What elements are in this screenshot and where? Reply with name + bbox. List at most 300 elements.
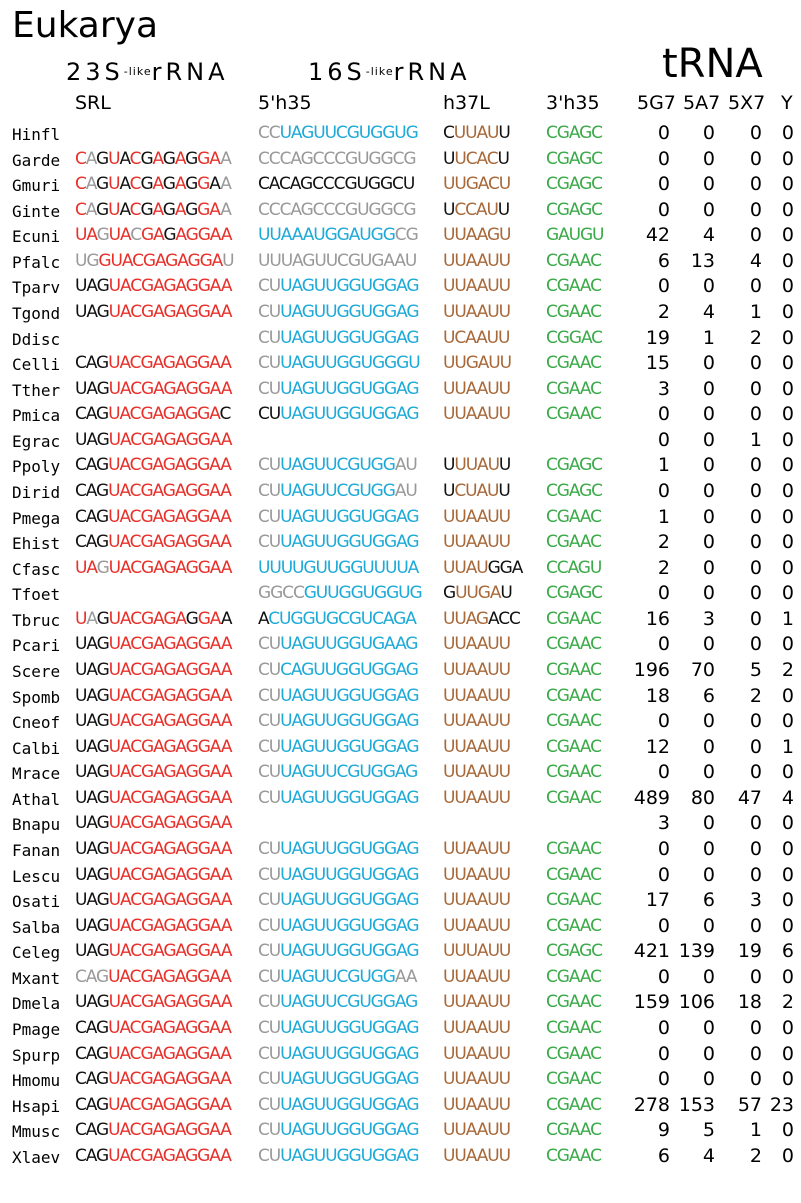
h35-5-sequence: ACUGGUGCGUCAGA: [258, 608, 416, 629]
count-y: 0: [781, 837, 794, 860]
count-5x7: 0: [749, 122, 762, 144]
h35-3-sequence: CGAGC: [546, 455, 602, 476]
count-5g7: 15: [645, 352, 670, 375]
count-5x7: 0: [749, 1068, 762, 1091]
h37l-sequence: UUAAUU: [443, 634, 510, 655]
count-y: 0: [781, 403, 794, 426]
count-5a7: 0: [702, 735, 715, 758]
count-5x7: 2: [749, 1144, 762, 1167]
count-y: 0: [781, 684, 794, 707]
count-5x7: 57: [737, 1093, 762, 1116]
h37l-sequence: UCUAUU: [443, 480, 510, 501]
count-y: 0: [781, 122, 794, 144]
table-row: [0, 146, 801, 172]
count-y: 2: [781, 991, 794, 1014]
srl-sequence: CAGUACGAGAGGAA: [75, 353, 231, 374]
h35-3-sequence: CGAAC: [546, 1017, 601, 1038]
h37l-sequence: UUAAUU: [443, 506, 510, 527]
h37l-sequence: UUGACU: [443, 174, 511, 195]
group-23s-label: 23S: [66, 58, 124, 86]
srl-sequence: UAGUACGAGAGGAA: [75, 608, 232, 629]
h35-5-sequence: CUUAGUUGGUGGAG: [258, 711, 419, 732]
species-name: Hmomu: [12, 1071, 61, 1091]
count-5g7: 0: [657, 863, 670, 886]
count-5a7: 0: [702, 556, 715, 579]
count-5x7: 4: [749, 249, 762, 272]
h35-3-sequence: CGAAC: [546, 353, 601, 374]
table-row: [0, 325, 801, 351]
count-5g7: 0: [657, 914, 670, 937]
count-5x7: 2: [749, 684, 762, 707]
count-y: 23: [769, 1093, 794, 1116]
table-row: [0, 478, 801, 504]
species-name: Athal: [12, 789, 61, 809]
table-row: [0, 606, 801, 632]
h35-3-sequence: CGAAC: [546, 634, 601, 655]
count-y: 0: [781, 147, 794, 170]
h35-5-sequence: CCUAGUUCGUGGUG: [258, 123, 418, 143]
count-5x7: 0: [749, 479, 762, 502]
srl-sequence: UAGUACGAGAGGAA: [75, 659, 232, 680]
count-y: 6: [781, 940, 794, 963]
h35-5-sequence: CUUAGUUGGUGGAG: [258, 301, 419, 322]
h35-5-sequence: CUUAGUUGGUGGAG: [258, 890, 419, 911]
count-5g7: 278: [633, 1093, 670, 1116]
species-name: Spurp: [12, 1045, 61, 1065]
count-5a7: 5: [702, 1119, 715, 1142]
table-row: [0, 683, 801, 709]
count-y: 0: [781, 965, 794, 988]
h37l-sequence: UUAAUU: [443, 378, 510, 399]
table-row: [0, 350, 801, 376]
h37l-sequence: UUAAUU: [443, 659, 510, 680]
h35-3-sequence: CGAAC: [546, 787, 601, 808]
table-row: [0, 120, 801, 146]
h37l-sequence: GUUGAU: [443, 583, 512, 604]
h35-3-sequence: CCAGU: [546, 557, 602, 578]
count-5g7: 0: [657, 837, 670, 860]
count-5a7: 0: [702, 582, 715, 605]
col-header-5h35: 5'h35: [258, 92, 312, 114]
count-y: 0: [781, 710, 794, 733]
count-5a7: 0: [702, 1068, 715, 1091]
species-name: Cfasc: [12, 559, 61, 579]
h35-5-sequence: CACAGCCCGUGGCU: [258, 174, 415, 195]
table-row: [0, 504, 801, 530]
srl-sequence: UAGUACGAGAGGAA: [75, 711, 232, 732]
count-5a7: 139: [678, 940, 715, 963]
h37l-sequence: UUAAUU: [443, 276, 510, 297]
srl-sequence: CAGUACGAGAGGAA: [75, 1043, 231, 1064]
count-5g7: 0: [657, 479, 670, 502]
count-y: 0: [781, 531, 794, 554]
srl-sequence: UAGUACGAGAGGAA: [75, 276, 232, 297]
species-name: Garde: [12, 150, 61, 170]
count-5g7: 0: [657, 633, 670, 656]
h35-5-sequence: CUUAGUUGGUGGAG: [258, 327, 419, 348]
species-name: Cneof: [12, 713, 61, 733]
h35-3-sequence: CGAAC: [546, 890, 601, 911]
srl-sequence: UAGUACGAGAGGAA: [75, 634, 232, 655]
h35-5-sequence: CUUAGUUGGUGGGU: [258, 353, 420, 374]
h37l-sequence: UUAAUU: [443, 1145, 510, 1166]
count-5x7: 0: [749, 377, 762, 400]
count-5a7: 0: [702, 633, 715, 656]
h37l-sequence: UCAAUU: [443, 327, 510, 348]
count-5x7: 0: [749, 1042, 762, 1065]
count-5g7: 0: [657, 173, 670, 196]
table-row: [0, 785, 801, 811]
table-row: [0, 555, 801, 581]
species-name: Tbruc: [12, 610, 61, 630]
h37l-sequence: UUAAUU: [443, 966, 510, 987]
h35-3-sequence: CGAAC: [546, 864, 601, 885]
count-5g7: 0: [657, 403, 670, 426]
species-name: Pcari: [12, 636, 61, 656]
count-5g7: 18: [645, 684, 670, 707]
species-name: Tther: [12, 380, 61, 400]
count-5x7: 0: [749, 403, 762, 426]
table-row: [0, 529, 801, 555]
count-5g7: 0: [657, 428, 670, 451]
h35-5-sequence: CUUAGUUGGUGGAG: [258, 1120, 419, 1141]
page-title: Eukarya: [12, 5, 159, 46]
table-row: [0, 171, 801, 197]
count-5g7: 6: [657, 249, 670, 272]
count-5a7: 0: [702, 377, 715, 400]
table-row: [0, 1092, 801, 1118]
count-5g7: 2: [657, 556, 670, 579]
count-5x7: 0: [749, 837, 762, 860]
count-y: 0: [781, 582, 794, 605]
count-y: 0: [781, 1016, 794, 1039]
species-name: Celli: [12, 355, 61, 375]
srl-sequence: UAGUACGAGAGGAA: [75, 890, 232, 911]
h35-5-sequence: CUCAGUUGGUGGAG: [258, 659, 418, 680]
count-y: 0: [781, 428, 794, 451]
table-row: [0, 1143, 801, 1169]
group-header-trna: tRNA: [662, 41, 763, 87]
srl-sequence: UAGUACGAGAGGAA: [75, 787, 232, 808]
count-5x7: 0: [749, 710, 762, 733]
table-row: [0, 657, 801, 683]
count-5a7: 6: [702, 684, 715, 707]
h35-3-sequence: CGAAC: [546, 736, 601, 757]
table-row: [0, 708, 801, 734]
count-y: 0: [781, 1119, 794, 1142]
h35-5-sequence: CUUAGUUGGUGGAG: [258, 276, 419, 297]
table-row: [0, 938, 801, 964]
count-y: 4: [781, 786, 794, 809]
species-name: Fanan: [12, 840, 61, 860]
count-5a7: 0: [702, 1016, 715, 1039]
count-5x7: 0: [749, 735, 762, 758]
count-5g7: 489: [633, 786, 670, 809]
count-5a7: 0: [702, 352, 715, 375]
count-5a7: 0: [702, 531, 715, 554]
col-header-3h35: 3'h35: [546, 92, 600, 114]
h35-3-sequence: CGAGC: [546, 174, 602, 195]
h35-5-sequence: CCCAGCCCGUGGCG: [258, 148, 416, 169]
srl-sequence: UAGUACGAGAGGAA: [75, 941, 232, 962]
count-y: 0: [781, 377, 794, 400]
table-row: [0, 299, 801, 325]
srl-sequence: CAGUACGAGAGGAA: [75, 1120, 231, 1141]
h37l-sequence: UUAAUU: [443, 250, 510, 271]
h35-5-sequence: CUUAGUUGGUGGAG: [258, 506, 419, 527]
count-5x7: 0: [749, 965, 762, 988]
count-y: 0: [781, 863, 794, 886]
count-5x7: 0: [749, 863, 762, 886]
species-name: Pmega: [12, 508, 61, 528]
count-y: 0: [781, 505, 794, 528]
table-row: [0, 580, 801, 606]
group-16s-suffix: -like: [365, 65, 394, 78]
table-row: [0, 887, 801, 913]
count-5g7: 0: [657, 761, 670, 784]
species-name: Dmela: [12, 994, 61, 1014]
count-5g7: 0: [657, 965, 670, 988]
group-header-16s: [308, 56, 471, 88]
table-row: [0, 1117, 801, 1143]
species-name: Ehist: [12, 534, 61, 554]
h37l-sequence: UUAGACC: [443, 608, 520, 629]
table-row: [0, 734, 801, 760]
count-y: 0: [781, 249, 794, 272]
srl-sequence: CAGUACGAGAGGAA: [75, 1145, 231, 1166]
srl-sequence: CAGUACGAGAGGAC: [75, 404, 231, 425]
h37l-sequence: UUAAUU: [443, 404, 510, 425]
species-name: Ecuni: [12, 227, 61, 247]
h35-3-sequence: CGAAC: [546, 915, 601, 936]
count-5x7: 3: [749, 889, 762, 912]
table-row: [0, 964, 801, 990]
h37l-sequence: UUAAUU: [443, 711, 510, 732]
count-5a7: 0: [702, 863, 715, 886]
count-5x7: 19: [737, 940, 762, 963]
count-y: 0: [781, 1144, 794, 1167]
h37l-sequence: UUGAUU: [443, 353, 511, 374]
h35-3-sequence: CGAAC: [546, 532, 601, 553]
species-name: Tgond: [12, 303, 61, 323]
h35-5-sequence: CUUAGUUGGUGGAG: [258, 1017, 419, 1038]
species-name: Spomb: [12, 687, 61, 707]
count-y: 0: [781, 889, 794, 912]
count-5g7: 1: [657, 505, 670, 528]
table-row: [0, 273, 801, 299]
table-row: [0, 631, 801, 657]
h37l-sequence: UUAAUU: [443, 736, 510, 757]
h35-3-sequence: CGAAC: [546, 966, 601, 987]
h35-5-sequence: CUUAGUUGGUGAAG: [258, 634, 418, 655]
table-row: [0, 197, 801, 223]
h35-5-sequence: CUUAGUUCGUGGAU: [258, 455, 417, 476]
h35-5-sequence: GGCCGUUGGUGGUG: [258, 583, 422, 604]
count-5x7: 0: [749, 914, 762, 937]
count-5x7: 0: [749, 1016, 762, 1039]
species-name: Scere: [12, 661, 61, 681]
count-5x7: 0: [749, 147, 762, 170]
h35-3-sequence: CGAGC: [546, 123, 602, 143]
count-5g7: 2: [657, 300, 670, 323]
h37l-sequence: UUAAUU: [443, 915, 510, 936]
table-row: [0, 862, 801, 888]
count-5x7: 0: [749, 607, 762, 630]
srl-sequence: UAGUACGAGAGGAA: [75, 864, 232, 885]
count-5x7: 47: [737, 786, 762, 809]
h35-5-sequence: CUUAGUUCGUGGAG: [258, 992, 418, 1013]
h35-3-sequence: CGAGC: [546, 583, 602, 604]
count-5a7: 0: [702, 710, 715, 733]
count-5a7: 106: [678, 991, 715, 1014]
count-y: 0: [781, 1042, 794, 1065]
count-5x7: 0: [749, 812, 762, 835]
count-5x7: 0: [749, 582, 762, 605]
srl-sequence: UAGUACGAGAGGAA: [75, 813, 232, 834]
species-name: Xlaev: [12, 1147, 61, 1167]
h37l-sequence: UUAAUU: [443, 1017, 510, 1038]
species-name: Dirid: [12, 482, 61, 502]
h35-3-sequence: CGAGC: [546, 148, 602, 169]
count-5x7: 18: [737, 991, 762, 1014]
count-5a7: 1: [702, 326, 715, 349]
count-5a7: 0: [702, 403, 715, 426]
count-5g7: 3: [657, 812, 670, 835]
h35-3-sequence: CGAAC: [546, 608, 601, 629]
h35-3-sequence: CGGAC: [546, 327, 602, 348]
h35-5-sequence: CUUAGUUGGUGGAG: [258, 838, 419, 859]
table-row: [0, 836, 801, 862]
count-5a7: 0: [702, 198, 715, 221]
species-name: Tparv: [12, 278, 61, 298]
col-header-h37l: h37L: [443, 92, 490, 114]
count-y: 0: [781, 914, 794, 937]
srl-sequence: CAGUACGAGAGGAA: [75, 532, 231, 553]
count-5a7: 4: [702, 300, 715, 323]
h37l-sequence: UUAAUU: [443, 838, 510, 859]
count-y: 0: [781, 454, 794, 477]
table-row: [0, 427, 801, 453]
species-name: Hinfl: [12, 125, 61, 144]
h37l-sequence: UUAAUU: [443, 864, 510, 885]
h35-3-sequence: CGAAC: [546, 711, 601, 732]
h35-3-sequence: CGAAC: [546, 1069, 601, 1090]
srl-sequence: UAGUACGAGAGGAA: [75, 429, 232, 450]
h35-5-sequence: UUUUGUUGGUUUUA: [258, 557, 419, 578]
count-y: 0: [781, 352, 794, 375]
species-name: Lescu: [12, 866, 61, 886]
count-y: 0: [781, 1068, 794, 1091]
count-5a7: 4: [702, 224, 715, 247]
srl-sequence: UGGUACGAGAGGAU: [75, 250, 234, 271]
count-y: 0: [781, 300, 794, 323]
srl-sequence: CAGUACGAGAGGAA: [75, 1017, 231, 1038]
h35-5-sequence: CUUAGUUGGUGGAG: [258, 1043, 419, 1064]
count-5x7: 0: [749, 173, 762, 196]
h35-5-sequence: UUAAAUGGAUGGCG: [258, 225, 418, 246]
h35-5-sequence: CUUAGUUGGUGGAG: [258, 532, 419, 553]
h35-5-sequence: UUUAGUUCGUGAAU: [258, 250, 417, 271]
h37l-sequence: UUAUGGA: [443, 557, 523, 578]
count-5g7: 17: [645, 889, 670, 912]
count-y: 0: [781, 326, 794, 349]
count-5x7: 0: [749, 505, 762, 528]
count-5g7: 1: [657, 454, 670, 477]
species-name: Pmica: [12, 406, 61, 426]
table-row: [0, 401, 801, 427]
srl-sequence: CAGUACGAGAGGAA: [75, 455, 231, 476]
count-5g7: 0: [657, 122, 670, 144]
count-y: 0: [781, 633, 794, 656]
count-5g7: 12: [645, 735, 670, 758]
count-y: 0: [781, 275, 794, 298]
srl-sequence: CAGUACGAGAGGAA: [75, 966, 231, 987]
col-header-y: Y: [781, 92, 793, 114]
h35-3-sequence: CGAAC: [546, 276, 601, 297]
h35-3-sequence: CGAAC: [546, 685, 601, 706]
h35-5-sequence: CUUAGUUGGUGGAG: [258, 915, 419, 936]
h35-3-sequence: CGAAC: [546, 301, 601, 322]
species-name: Salba: [12, 917, 61, 937]
h35-5-sequence: CUUAGUUCGUGGAA: [258, 966, 417, 987]
table-row: [0, 810, 801, 836]
count-5g7: 0: [657, 198, 670, 221]
species-name: Mrace: [12, 764, 61, 784]
count-5g7: 9: [657, 1119, 670, 1142]
group-23s-tail: rRNA: [151, 58, 229, 86]
count-5a7: 6: [702, 889, 715, 912]
count-5g7: 421: [633, 940, 670, 963]
species-name: Celeg: [12, 943, 61, 963]
h37l-sequence: CUUAUU: [443, 123, 510, 143]
h37l-sequence: UUAAUU: [443, 1120, 510, 1141]
h35-3-sequence: CGAAC: [546, 378, 601, 399]
srl-sequence: UAGUACGAGAGGAA: [75, 838, 232, 859]
count-5a7: 0: [702, 147, 715, 170]
count-5a7: 153: [678, 1093, 715, 1116]
h37l-sequence: UUCACU: [443, 148, 509, 169]
srl-sequence: UAGUACGAGAGGAA: [75, 762, 232, 783]
count-5a7: 0: [702, 812, 715, 835]
count-5g7: 6: [657, 1144, 670, 1167]
srl-sequence: CAGUACGAGAGGAA: [75, 1094, 231, 1115]
h35-5-sequence: CUUAGUUCGUGGAG: [258, 762, 418, 783]
srl-sequence: CAGUACGAGAGGAA: [75, 148, 231, 169]
srl-sequence: UAGUACGAGAGGAA: [75, 915, 232, 936]
table-row: [0, 1066, 801, 1092]
count-5a7: 0: [702, 122, 715, 144]
h35-3-sequence: CGAAC: [546, 838, 601, 859]
table-row: [0, 1015, 801, 1041]
h37l-sequence: UUAAUU: [443, 532, 510, 553]
h35-3-sequence: CGAAC: [546, 1094, 601, 1115]
srl-sequence: UAGUACGAGAGGAA: [75, 557, 232, 578]
count-y: 1: [781, 607, 794, 630]
count-5a7: 70: [690, 658, 715, 681]
h35-3-sequence: CGAAC: [546, 404, 601, 425]
count-5a7: 0: [702, 454, 715, 477]
count-5x7: 2: [749, 326, 762, 349]
h37l-sequence: UUAAUU: [443, 1069, 510, 1090]
srl-sequence: CAGUACGAGAGGAA: [75, 174, 231, 195]
col-header-srl: SRL: [75, 92, 111, 114]
h37l-sequence: UUAAUU: [443, 992, 510, 1013]
count-5a7: 0: [702, 914, 715, 937]
count-5a7: 4: [702, 1144, 715, 1167]
count-y: 1: [781, 735, 794, 758]
count-5a7: 0: [702, 837, 715, 860]
h35-5-sequence: CUUAGUUGGUGGAG: [258, 1145, 419, 1166]
